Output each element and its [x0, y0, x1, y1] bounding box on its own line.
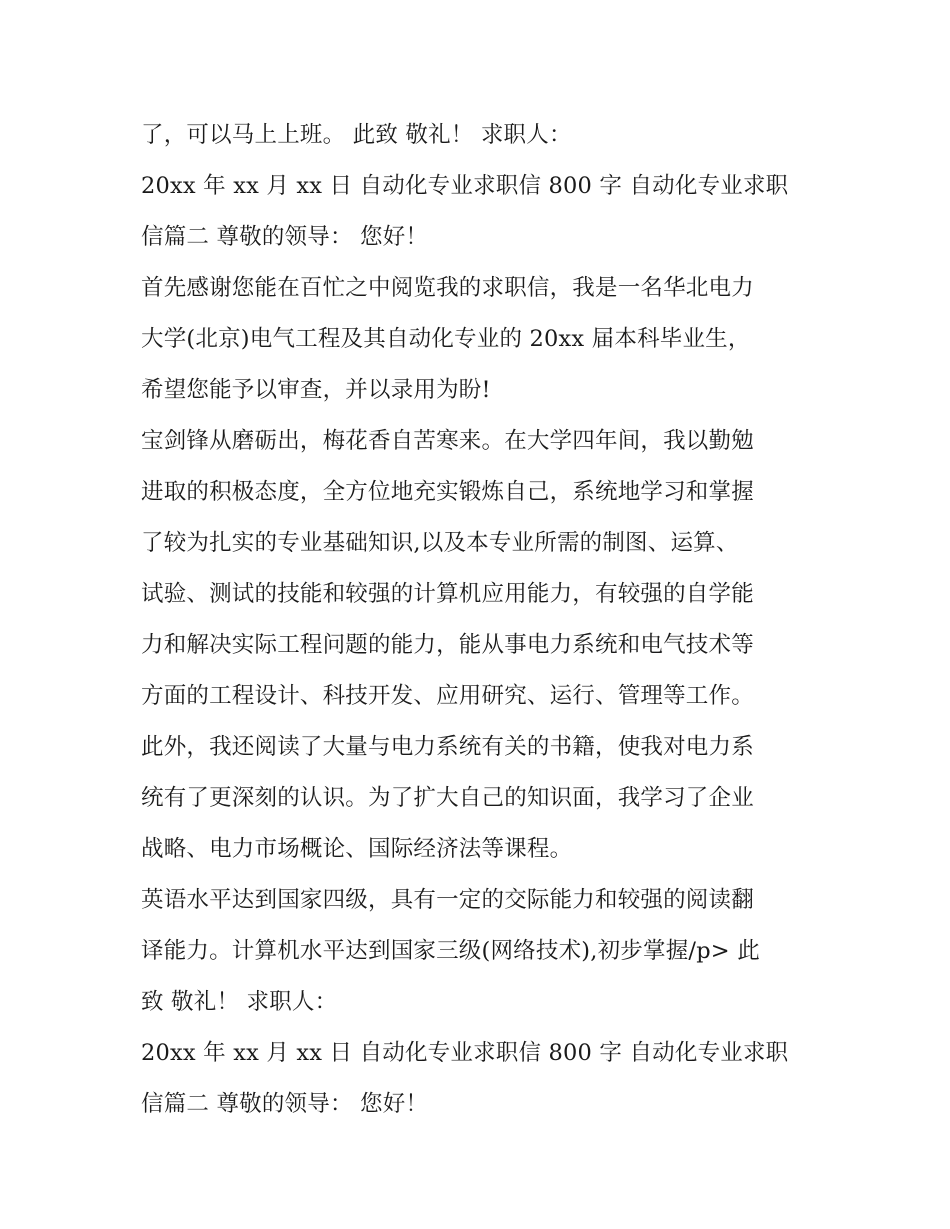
text-line: 统有了更深刻的认识。为了扩大自己的知识面，我学习了企业 [141, 785, 754, 811]
text-line: 方面的工程设计、科技开发、应用研究、运行、管理等工作。 [141, 683, 754, 709]
text-line: 了较为扎实的专业基础知识,以及本专业所需的制图、运算、 [141, 530, 739, 556]
text-line: 英语水平达到国家四级，具有一定的交际能力和较强的阅读翻 [141, 887, 754, 913]
text-line: 试验、测试的技能和较强的计算机应用能力，有较强的自学能 [141, 581, 754, 607]
text-line: 大学(北京)电气工程及其自动化专业的 20xx 届本科毕业生， [141, 326, 751, 352]
text-line: 信篇二 尊敬的领导： 您好！ [141, 224, 429, 250]
text-line: 此外，我还阅读了大量与电力系统有关的书籍，使我对电力系 [141, 734, 754, 760]
text-line: 宝剑锋从磨砺出，梅花香自苦寒来。在大学四年间，我以勤勉 [141, 428, 754, 454]
text-line: 进取的积极态度，全方位地充实锻炼自己，系统地学习和掌握 [141, 479, 754, 505]
text-line: 致 敬礼！ 求职人： [141, 989, 338, 1015]
text-line: 首先感谢您能在百忙之中阅览我的求职信，我是一名华北电力 [141, 275, 754, 301]
text-line: 译能力。计算机水平达到国家三级(网络技术),初步掌握/p> 此 [141, 938, 760, 964]
text-line: 了，可以马上上班。 此致 敬礼！ 求职人： [141, 122, 572, 148]
text-line: 战略、电力市场概论、国际经济法等课程。 [141, 836, 573, 862]
text-line: 20xx 年 xx 月 xx 日 自动化专业求职信 800 字 自动化专业求职 [141, 1040, 789, 1066]
text-line: 希望您能予以审查，并以录用为盼! [141, 377, 491, 403]
document-body [141, 110, 821, 1130]
text-line: 力和解决实际工程问题的能力，能从事电力系统和电气技术等 [141, 632, 754, 658]
text-line: 信篇二 尊敬的领导： 您好！ [141, 1091, 429, 1117]
text-line: 20xx 年 xx 月 xx 日 自动化专业求职信 800 字 自动化专业求职 [141, 173, 789, 199]
